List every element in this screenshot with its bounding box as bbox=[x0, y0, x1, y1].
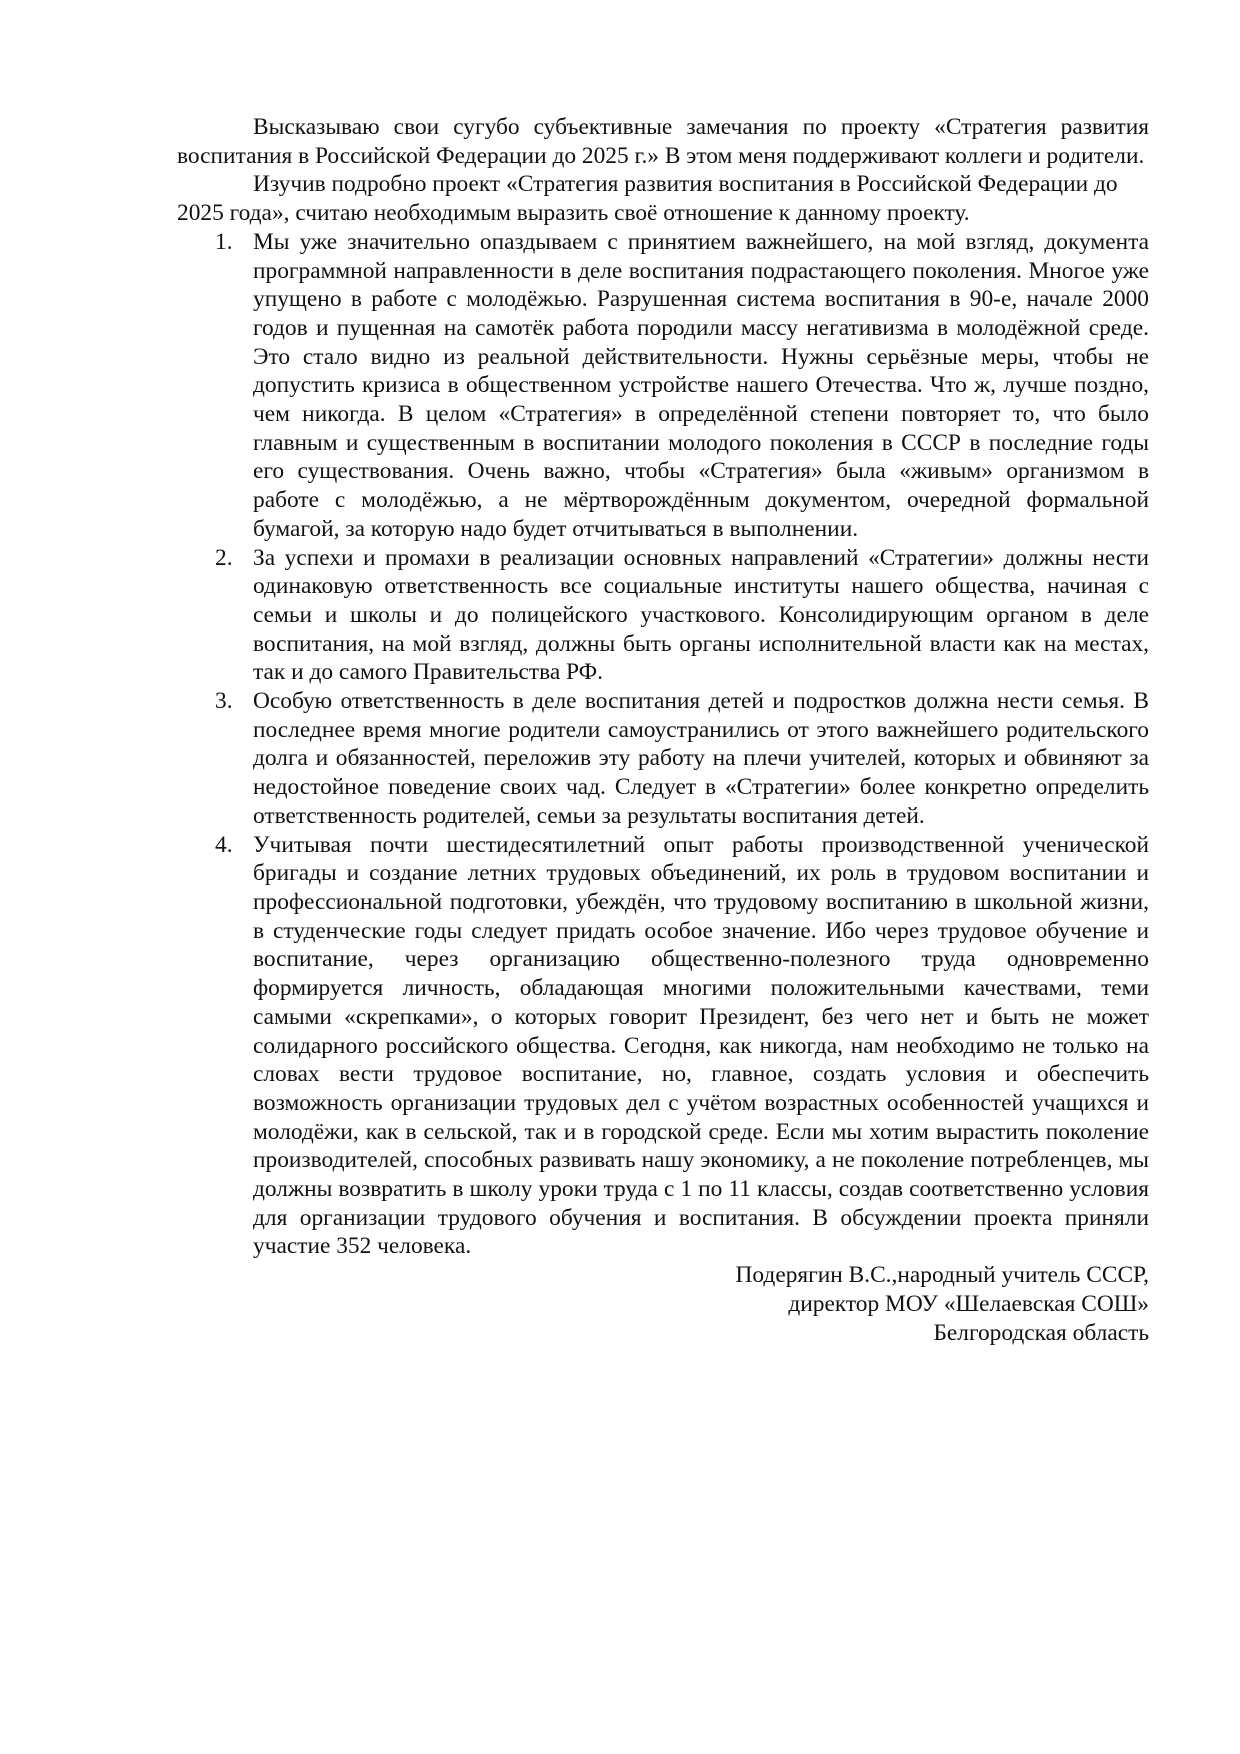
list-item-number: 1. bbox=[215, 228, 233, 255]
list-item bbox=[177, 687, 1149, 831]
signature-block bbox=[177, 1261, 1149, 1347]
list-item-number: 4. bbox=[215, 831, 233, 858]
list-item bbox=[177, 831, 1149, 1262]
list-item-text: Мы уже значительно опаздываем с принятием важнейшего, на мой взгляд, документа программной направленности в деле воспитания подрастающего поколения. Многое уже упущено в работе с молодёжью. Разрушенная система воспитания в 90-е, начале 2000 годов и пущенная на самотёк работа породили массу негативизма в молодёжной среде. Это стало видно из реальной действительности. Нужны серьёзные меры, чтобы не допустить кризиса в общественном устройстве нашего Отечества. Что ж, лучше поздно, чем никогда. В целом «Стратегия» в определённой степени повторяет то, что было главным и существенным в воспитании молодого поколения в СССР в последние годы его существования. Очень важно, чтобы «Стратегия» была «живым» организмом в работе с молодёжью, а не мёртворождённым документом, очередной формальной бумагой, за которую надо будет отчитываться в выполнении. bbox=[253, 228, 1149, 542]
signature-author: Подерягин В.С.,народный учитель СССР, bbox=[735, 1262, 1149, 1289]
list-item bbox=[177, 228, 1149, 544]
numbered-list bbox=[177, 228, 1149, 1261]
document-page bbox=[177, 113, 1149, 1347]
signature-region: Белгородская область bbox=[933, 1319, 1149, 1346]
signature-position: директор МОУ «Шелаевская СОШ» bbox=[788, 1290, 1149, 1317]
intro-paragraph-2: Изучив подробно проект «Стратегия развития воспитания в Российской Федерации до 2025 года», считаю необходимым выразить своё отношение к данному проекту. bbox=[177, 171, 1118, 227]
intro-paragraph-1: Высказываю свои сугубо субъективные замечания по проекту «Стратегия развития воспитания в Российской Федерации до 2025 г.» В этом меня поддерживают коллеги и родители. bbox=[177, 114, 1149, 169]
list-item-text: За успехи и промахи в реализации основных направлений «Стратегии» должны нести одинаковую ответственность все социальные институты нашего общества, начиная с семьи и школы и до полицейского участкового. Консолидирующим органом в деле воспитания, на мой взгляд, должны быть органы исполнительной власти как на местах, так и до самого Правительства РФ. bbox=[253, 544, 1149, 686]
list-item-text: Особую ответственность в деле воспитания детей и подростков должна нести семья. В последнее время многие родители самоустранились от этого важнейшего родительского долга и обязанностей, переложив эту работу на плечи учителей, которых и обвиняют за недостойное поведение своих чад. Следует в «Стратегии» более конкретно определить ответственность родителей, семьи за результаты воспитания детей. bbox=[253, 688, 1149, 829]
list-item-number: 3. bbox=[215, 688, 233, 715]
list-item-number: 2. bbox=[215, 544, 233, 571]
list-item-text: Учитывая почти шестидесятилетний опыт работы производственной ученической бригады и создание летних трудовых объединений, их роль в трудовом воспитании и профессиональной подготовки, убеждён, что трудовому воспитанию в школьной жизни, в студенческие годы следует придать особое значение. Ибо через трудовое обучение и воспитание, через организацию общественно-полезного труда одновременно формируется личность, обладающая многими положительными качествами, теми самыми «скрепками», о которых говорит Президент, без чего нет и быть не может солидарного российского общества. Сегодня, как никогда, нам необходимо не только на словах вести трудовое воспитание, но, главное, создать условия и обеспечить возможность организации трудовых дел с учётом возрастных особенностей учащихся и молодёжи, как в сельской, так и в городской среде. Если мы хотим вырастить поколение производителей, способных развивать нашу экономику, а не поколение потребленцев, мы должны возвратить в школу уроки труда с 1 по 11 классы, создав соответственно условия для организации трудового обучения и воспитания. В обсуждении проекта приняли участие 352 человека. bbox=[253, 831, 1149, 1260]
list-item bbox=[177, 544, 1149, 688]
